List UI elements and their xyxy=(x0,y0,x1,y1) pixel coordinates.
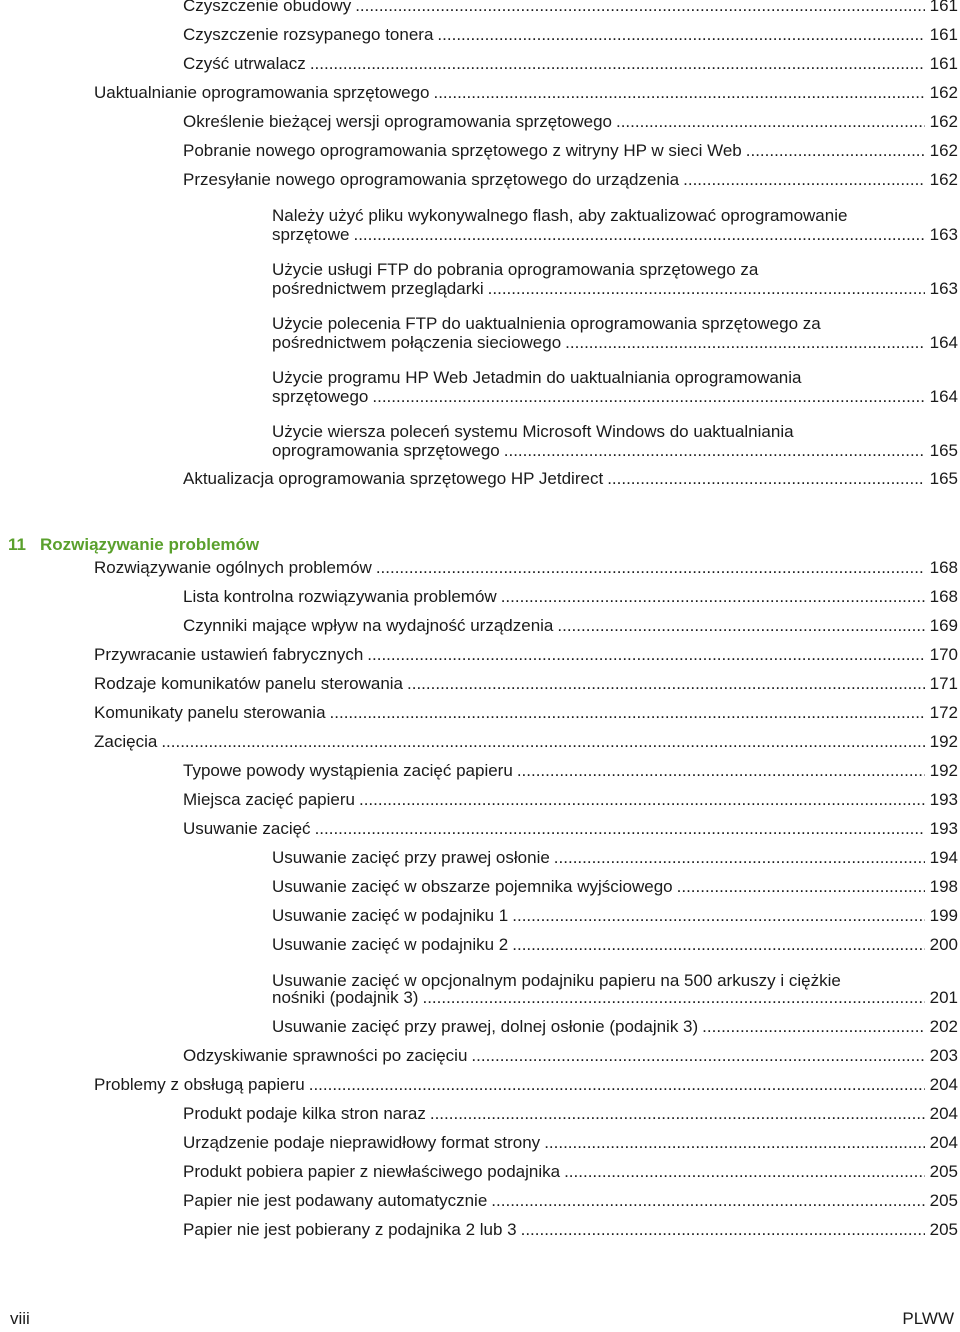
toc-page-number: 199 xyxy=(929,906,958,925)
toc-page-number: 163 xyxy=(929,279,958,298)
toc-entry-level-3[interactable] xyxy=(272,225,958,254)
toc-entry-level-2[interactable] xyxy=(183,790,958,819)
dot-leader xyxy=(544,1133,925,1153)
dot-leader xyxy=(407,674,925,694)
toc-entry-level-1[interactable] xyxy=(94,645,958,674)
dot-leader xyxy=(359,790,925,810)
toc-entry-level-1[interactable] xyxy=(94,83,958,112)
toc-entry-level-2[interactable] xyxy=(183,112,958,141)
dot-leader xyxy=(702,1017,925,1037)
toc-page-number: 172 xyxy=(929,703,958,722)
toc-entry-level-2[interactable] xyxy=(183,616,958,645)
toc-page-number: 162 xyxy=(929,141,958,160)
toc-entry-title: Papier nie jest pobierany z podajnika 2 lub 3 xyxy=(183,1220,517,1239)
toc-entry-title-line1: Usuwanie zacięć w opcjonalnym podajniku papieru na 500 arkuszy i ciężkie xyxy=(272,971,841,990)
toc-entry-level-3[interactable] xyxy=(272,1017,958,1046)
toc-page-number: 162 xyxy=(929,112,958,131)
toc-page-number: 170 xyxy=(929,645,958,664)
toc-entry-level-1[interactable] xyxy=(94,674,958,703)
toc-entry-level-2[interactable] xyxy=(183,1191,958,1220)
dot-leader xyxy=(521,1220,925,1240)
toc-entry-level-2[interactable] xyxy=(183,761,958,790)
toc-entry-title-line1: Użycie wiersza poleceń systemu Microsoft Windows do uaktualniania xyxy=(272,422,794,441)
dot-leader xyxy=(677,877,925,897)
toc-entry-title: sprzętowe xyxy=(272,225,350,244)
toc-entry-level-2[interactable] xyxy=(183,170,958,199)
toc-page-number: 171 xyxy=(929,674,958,693)
toc-page-number: 164 xyxy=(929,387,958,406)
toc-entry-level-3[interactable] xyxy=(272,988,958,1017)
dot-leader xyxy=(607,469,925,489)
dot-leader xyxy=(430,1104,925,1124)
toc-entry-level-2[interactable] xyxy=(183,469,958,498)
dot-leader xyxy=(746,141,925,161)
toc-entry-title: Uaktualnianie oprogramowania sprzętowego xyxy=(94,83,430,102)
toc-entry-level-2[interactable] xyxy=(183,587,958,616)
toc-entry-level-2[interactable] xyxy=(183,1133,958,1162)
toc-entry-title: Usuwanie zacięć w obszarze pojemnika wyjściowego xyxy=(272,877,673,896)
toc-page-number: 205 xyxy=(929,1191,958,1210)
toc-page-number: 161 xyxy=(929,0,958,15)
toc-entry-title: Przywracanie ustawień fabrycznych xyxy=(94,645,364,664)
toc-entry-level-2[interactable] xyxy=(183,819,958,848)
toc-page-number: 165 xyxy=(929,441,958,460)
toc-entry-title: Czyszczenie rozsypanego tonera xyxy=(183,25,434,44)
dot-leader xyxy=(616,112,925,132)
toc-entry-level-3[interactable] xyxy=(272,906,958,935)
dot-leader xyxy=(161,732,925,752)
toc-entry-title: Miejsca zacięć papieru xyxy=(183,790,355,809)
toc-entry-level-1[interactable] xyxy=(94,732,958,761)
dot-leader xyxy=(517,761,925,781)
toc-entry-title: Określenie bieżącej wersji oprogramowania sprzętowego xyxy=(183,112,612,131)
dot-leader xyxy=(683,170,925,190)
toc-entry-level-2[interactable] xyxy=(183,141,958,170)
toc-entry-title: sprzętowego xyxy=(272,387,369,406)
toc-entry-title: Zacięcia xyxy=(94,732,158,751)
toc-entry-title: Papier nie jest podawany automatycznie xyxy=(183,1191,488,1210)
toc-page-number: 204 xyxy=(929,1075,958,1094)
toc-entry-title: Usuwanie zacięć w podajniku 1 xyxy=(272,906,509,925)
toc-entry-title: Rozwiązywanie ogólnych problemów xyxy=(94,558,372,577)
toc-entry-level-2[interactable] xyxy=(183,25,958,54)
toc-page-number: 192 xyxy=(929,761,958,780)
dot-leader xyxy=(330,703,925,723)
dot-leader xyxy=(433,83,925,103)
toc-entry-level-2[interactable] xyxy=(183,1220,958,1249)
toc-page-number: 203 xyxy=(929,1046,958,1065)
toc-entry-level-3[interactable] xyxy=(272,935,958,964)
toc-entry-level-2[interactable] xyxy=(183,0,958,25)
dot-leader xyxy=(512,906,925,926)
dot-leader xyxy=(565,333,925,353)
toc-entry-title-line1: Należy użyć pliku wykonywalnego flash, aby zaktualizować oprogramowanie xyxy=(272,206,848,225)
toc-entry-title: Czyszczenie obudowy xyxy=(183,0,352,15)
toc-page-number: 200 xyxy=(929,935,958,954)
toc-page-number: 161 xyxy=(929,25,958,44)
chapter-title: Rozwiązywanie problemów xyxy=(40,535,260,554)
toc-entry-level-2[interactable] xyxy=(183,1162,958,1191)
toc-entry-title: Problemy z obsługą papieru xyxy=(94,1075,305,1094)
dot-leader xyxy=(488,279,925,299)
chapter-heading[interactable] xyxy=(8,530,259,559)
dot-leader xyxy=(491,1191,925,1211)
toc-entry-title: Czynniki mające wpływ na wydajność urządzenia xyxy=(183,616,554,635)
toc-entry-title-line1: Użycie programu HP Web Jetadmin do uaktualniania oprogramowania xyxy=(272,368,802,387)
toc-entry-title: Usuwanie zacięć przy prawej, dolnej osłonie (podajnik 3) xyxy=(272,1017,699,1036)
toc-entry-title: Pobranie nowego oprogramowania sprzętowego z witryny HP w sieci Web xyxy=(183,141,742,160)
toc-entry-title: Komunikaty panelu sterowania xyxy=(94,703,326,722)
dot-leader xyxy=(564,1162,925,1182)
toc-page-number: 204 xyxy=(929,1133,958,1152)
toc-entry-title: nośniki (podajnik 3) xyxy=(272,988,419,1007)
toc-entry-title: Usuwanie zacięć przy prawej osłonie xyxy=(272,848,550,867)
footer-page-number: viii xyxy=(10,1309,30,1328)
dot-leader xyxy=(310,54,925,74)
toc-page-number: 194 xyxy=(929,848,958,867)
toc-entry-level-3[interactable] xyxy=(272,279,958,308)
dot-leader xyxy=(501,587,925,607)
dot-leader xyxy=(554,848,925,868)
toc-entry-title: Odzyskiwanie sprawności po zacięciu xyxy=(183,1046,468,1065)
toc-entry-title: Rodzaje komunikatów panelu sterowania xyxy=(94,674,404,693)
dot-leader xyxy=(367,645,925,665)
toc-entry-level-3[interactable] xyxy=(272,387,958,416)
toc-page-number: 205 xyxy=(929,1220,958,1239)
toc-entry-title: pośrednictwem połączenia sieciowego xyxy=(272,333,562,352)
toc-page-number: 161 xyxy=(929,54,958,73)
toc-entry-title: Urządzenie podaje nieprawidłowy format strony xyxy=(183,1133,541,1152)
toc-page-number: 162 xyxy=(929,170,958,189)
toc-entry-title: Produkt pobiera papier z niewłaściwego podajnika xyxy=(183,1162,561,1181)
dot-leader xyxy=(372,387,925,407)
toc-entry-title: Typowe powody wystąpienia zacięć papieru xyxy=(183,761,513,780)
toc-page-number: 201 xyxy=(929,988,958,1007)
toc-page-number: 198 xyxy=(929,877,958,896)
toc-entry-level-3[interactable] xyxy=(272,441,958,470)
dot-leader xyxy=(353,225,925,245)
toc-page-number: 193 xyxy=(929,819,958,838)
toc-page-number: 192 xyxy=(929,732,958,751)
toc-entry-title-line1: Użycie polecenia FTP do uaktualnienia oprogramowania sprzętowego za xyxy=(272,314,821,333)
dot-leader xyxy=(309,1075,925,1095)
toc-entry-title: Aktualizacja oprogramowania sprzętowego HP Jetdirect xyxy=(183,469,604,488)
toc-entry-level-1[interactable] xyxy=(94,558,958,587)
toc-page-number: 168 xyxy=(929,587,958,606)
toc-entry-title: oprogramowania sprzętowego xyxy=(272,441,500,460)
footer-doc-code: PLWW xyxy=(902,1309,954,1328)
toc-entry-level-2[interactable] xyxy=(183,1046,958,1075)
dot-leader xyxy=(557,616,925,636)
toc-entry-level-3[interactable] xyxy=(272,333,958,362)
dot-leader xyxy=(471,1046,925,1066)
dot-leader xyxy=(504,441,925,461)
dot-leader xyxy=(355,0,925,16)
dot-leader xyxy=(376,558,925,578)
dot-leader xyxy=(437,25,925,45)
toc-entry-title: Produkt podaje kilka stron naraz xyxy=(183,1104,426,1123)
toc-page-number: 162 xyxy=(929,83,958,102)
toc-page-number: 164 xyxy=(929,333,958,352)
toc-entry-level-1[interactable] xyxy=(94,703,958,732)
toc-page-number: 205 xyxy=(929,1162,958,1181)
toc-entry-level-3[interactable] xyxy=(272,848,958,877)
dot-leader xyxy=(422,988,925,1008)
toc-page-number: 202 xyxy=(929,1017,958,1036)
toc-entry-title: pośrednictwem przeglądarki xyxy=(272,279,484,298)
dot-leader xyxy=(512,935,925,955)
toc-entry-title: Usuwanie zacięć xyxy=(183,819,311,838)
toc-entry-level-2[interactable] xyxy=(183,54,958,83)
toc-entry-level-3[interactable] xyxy=(272,877,958,906)
toc-entry-title: Lista kontrolna rozwiązywania problemów xyxy=(183,587,497,606)
toc-page-number: 165 xyxy=(929,469,958,488)
toc-entry-title: Usuwanie zacięć w podajniku 2 xyxy=(272,935,509,954)
toc-page-number: 204 xyxy=(929,1104,958,1123)
toc-entry-title-line1: Użycie usługi FTP do pobrania oprogramowania sprzętowego za xyxy=(272,260,759,279)
chapter-number: 11 xyxy=(8,535,26,554)
toc-page-number: 169 xyxy=(929,616,958,635)
toc-entry-title: Przesyłanie nowego oprogramowania sprzętowego do urządzenia xyxy=(183,170,680,189)
toc-entry-level-1[interactable] xyxy=(94,1075,958,1104)
dot-leader xyxy=(315,819,925,839)
toc-entry-title: Czyść utrwalacz xyxy=(183,54,306,73)
toc-entry-level-2[interactable] xyxy=(183,1104,958,1133)
toc-page-number: 163 xyxy=(929,225,958,244)
toc-page-number: 168 xyxy=(929,558,958,577)
toc-page-number: 193 xyxy=(929,790,958,809)
